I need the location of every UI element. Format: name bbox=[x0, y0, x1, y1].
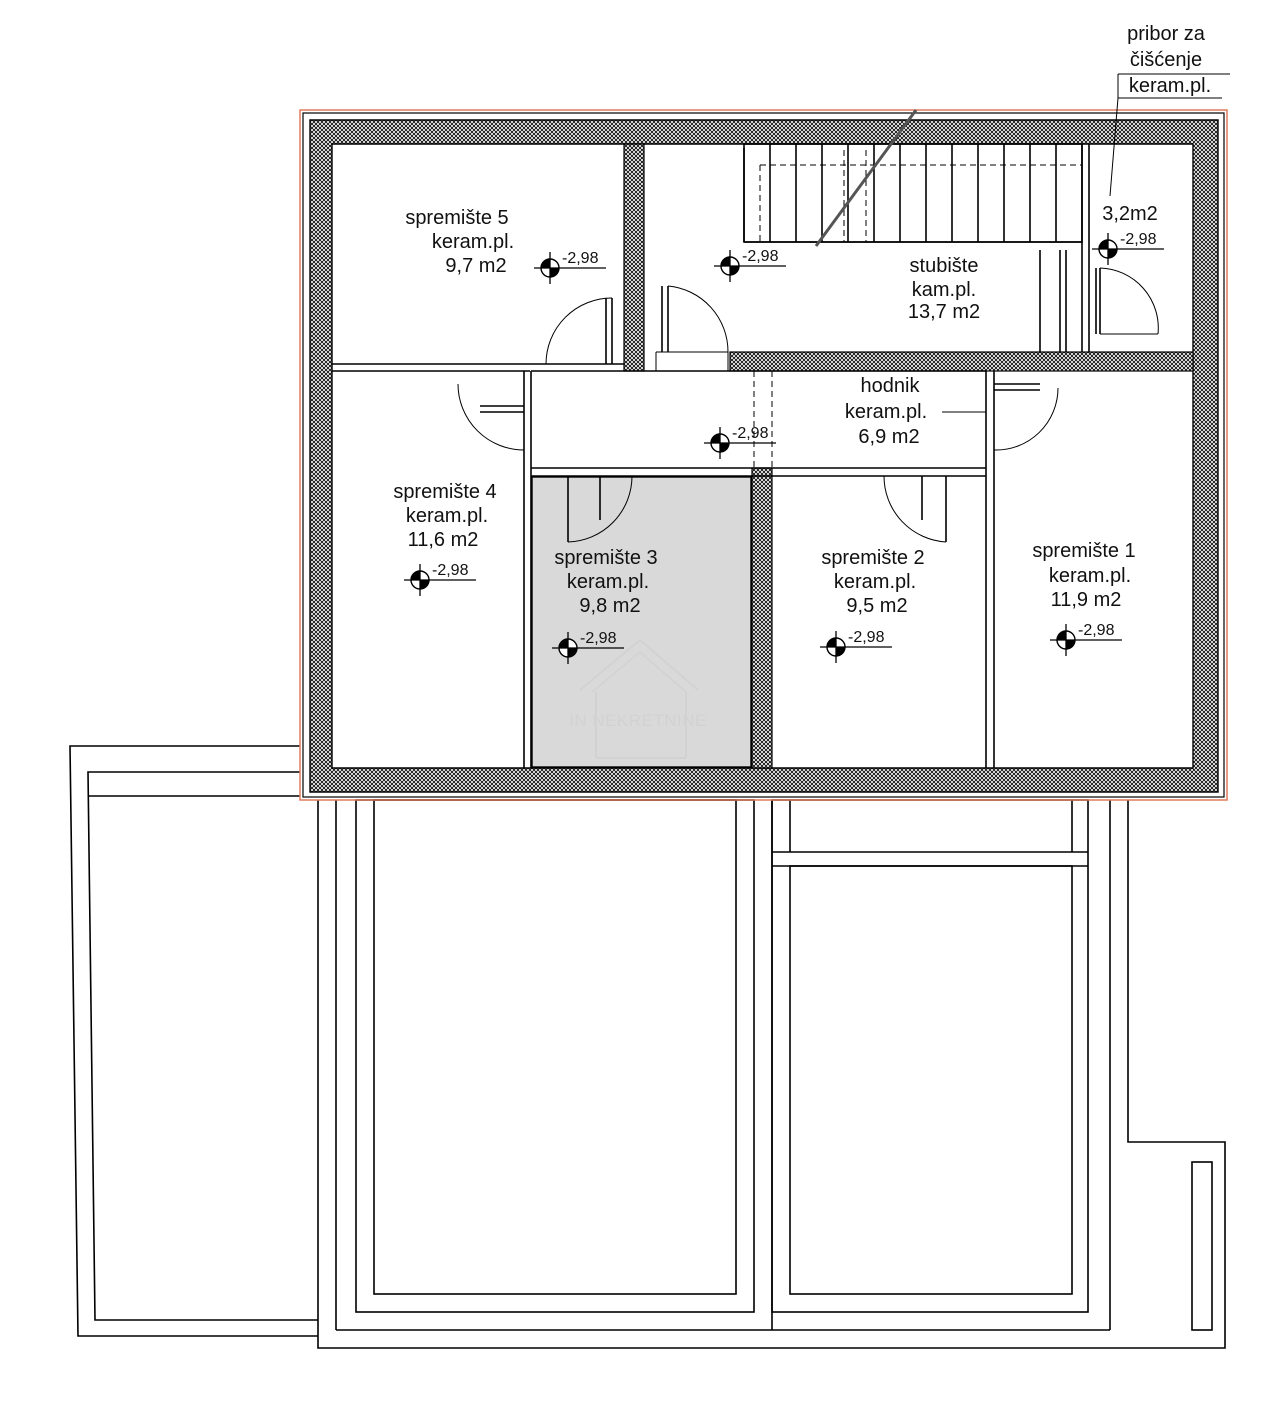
room-area: 11,9 m2 bbox=[1050, 589, 1122, 611]
room-area: 13,7 m2 bbox=[907, 301, 981, 323]
room-floor: keram.pl. bbox=[1048, 565, 1132, 587]
room-name: spremište 2 bbox=[821, 547, 925, 569]
room-area: 9,8 m2 bbox=[579, 595, 641, 617]
level-marker bbox=[704, 425, 776, 459]
room-area: 11,6 m2 bbox=[407, 529, 479, 551]
room-area: 9,7 m2 bbox=[445, 255, 507, 277]
room-floor: kam.pl. bbox=[911, 279, 977, 301]
level-value: -2,98 bbox=[432, 562, 469, 579]
room-name: spremište 4 bbox=[393, 481, 497, 503]
room-spremiste2 bbox=[821, 547, 924, 617]
room-area: 3,2m2 bbox=[1102, 203, 1158, 225]
level-value: -2,98 bbox=[848, 629, 885, 646]
room-name: hodnik bbox=[860, 375, 920, 397]
level-marker bbox=[1050, 622, 1122, 656]
room-name-2: čišćenje bbox=[1129, 49, 1203, 71]
level-marker bbox=[404, 562, 476, 596]
level-value: -2,98 bbox=[1078, 622, 1115, 639]
room-area: 9,5 m2 bbox=[846, 595, 908, 617]
room-floor: keram.pl. bbox=[844, 401, 928, 423]
level-marker bbox=[820, 629, 892, 663]
room-floor: keram.pl. bbox=[1128, 75, 1212, 97]
room-floor: keram.pl. bbox=[431, 231, 515, 253]
room-area: 6,9 m2 bbox=[858, 426, 920, 448]
room-stubiste bbox=[908, 255, 980, 323]
room-name: spremište 5 bbox=[405, 207, 509, 229]
level-value: -2,98 bbox=[1120, 231, 1157, 248]
level-value: -2,98 bbox=[732, 425, 769, 442]
level-marker bbox=[534, 250, 606, 284]
room-name: spremište 1 bbox=[1032, 540, 1136, 562]
room-hodnik bbox=[845, 375, 927, 448]
level-marker bbox=[1092, 231, 1164, 265]
room-spremiste5 bbox=[405, 207, 514, 277]
room-name: pribor za bbox=[1127, 23, 1205, 45]
room-name: spremište 3 bbox=[554, 547, 658, 569]
room-floor: keram.pl. bbox=[833, 571, 917, 593]
watermark-text: IN NEKRETNINE bbox=[569, 711, 707, 730]
room-floor: keram.pl. bbox=[566, 571, 650, 593]
level-marker bbox=[714, 248, 786, 282]
room-spremiste1 bbox=[1032, 540, 1135, 611]
room-name: stubište bbox=[909, 255, 979, 277]
level-value: -2,98 bbox=[580, 630, 617, 647]
level-value: -2,98 bbox=[742, 248, 779, 265]
level-value: -2,98 bbox=[562, 250, 599, 267]
room-spremiste4 bbox=[393, 481, 496, 551]
room-floor: keram.pl. bbox=[405, 505, 489, 527]
lower-outline bbox=[70, 746, 1225, 1348]
